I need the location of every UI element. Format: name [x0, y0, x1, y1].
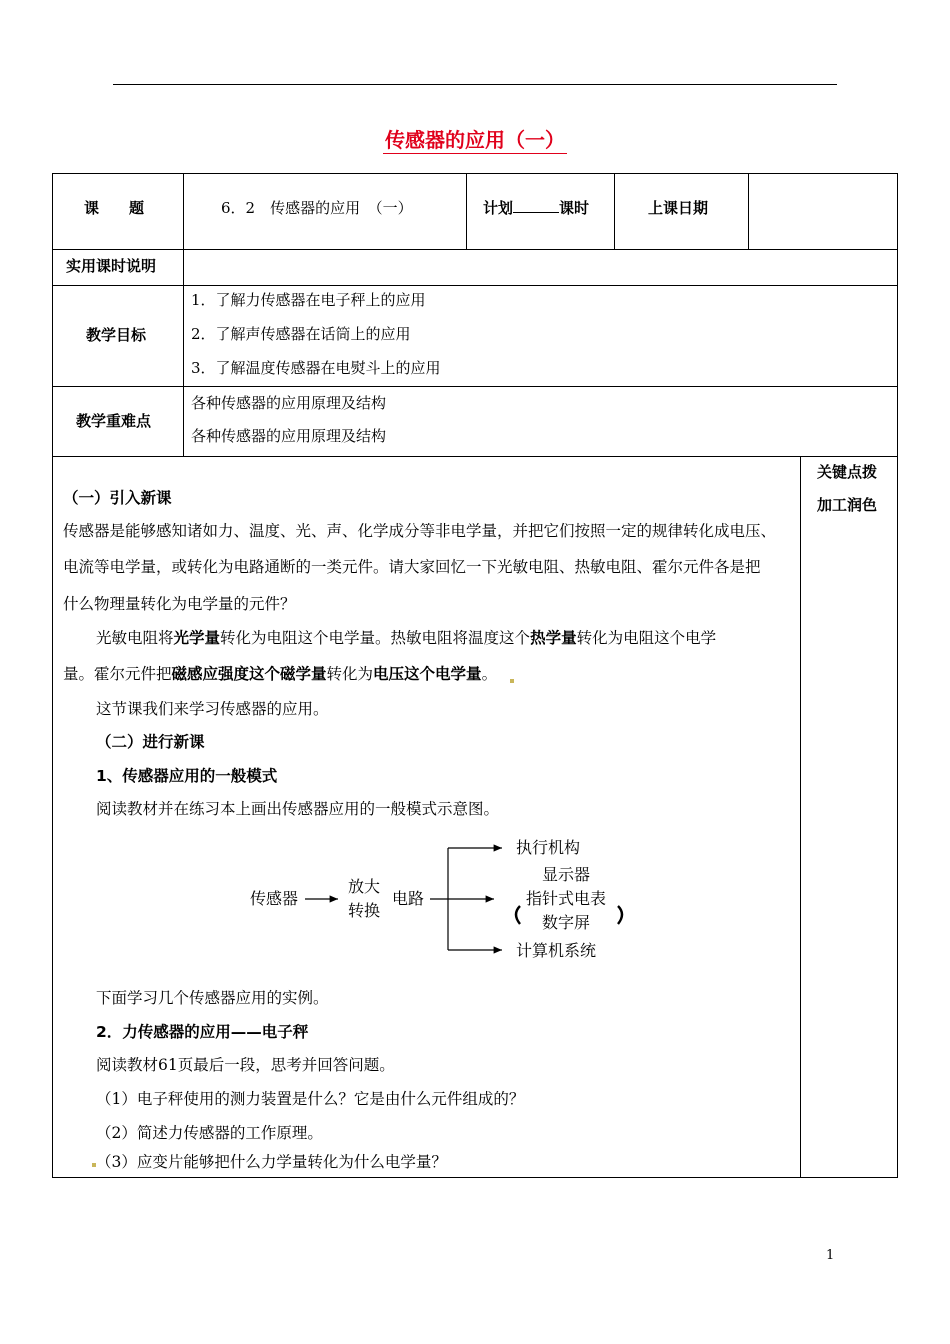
section-heading: （一）引入新课: [63, 489, 172, 507]
paragraph-line: 光敏电阻将光学量转化为电阻这个电学量。热敏电阻将温度这个热学量转化为电阻这个电学: [96, 629, 717, 647]
paragraph-line: 量。霍尔元件把磁感应强度这个磁学量转化为电压这个电学量。: [63, 665, 498, 683]
paragraph-line: 这节课我们来学习传感器的应用。: [96, 700, 329, 718]
table-col-divider: [748, 173, 749, 250]
table-col-divider: [183, 173, 184, 457]
key-point-item: 各种传感器的应用原理及结构: [191, 427, 387, 445]
table-col-divider: [614, 173, 615, 250]
table-col-divider: [800, 456, 801, 1178]
page-number: 1: [826, 1248, 835, 1263]
table-row-divider: [52, 456, 898, 457]
paragraph-line: 电流等电学量，或转化为电路通断的一类元件。请大家回忆一下光敏电阻、热敏电阻、霍尔元件各是把: [63, 558, 761, 576]
diagram-bracket-left: [516, 906, 520, 924]
paragraph-line: 阅读教材61页最后一段，思考并回答问题。: [96, 1056, 395, 1074]
side-label-key: 关键点拨: [817, 463, 878, 481]
paragraph-line: 下面学习几个传感器应用的实例。: [96, 989, 329, 1007]
key-points-label: 教学重难点: [76, 412, 152, 430]
goal-item: 3．了解温度传感器在电熨斗上的应用: [191, 359, 441, 377]
table-row-divider: [52, 249, 898, 250]
sensor-application-diagram: [230, 826, 650, 966]
section-heading: 1、传感器应用的一般模式: [96, 767, 278, 785]
side-label-polish: 加工润色: [817, 496, 878, 514]
diagram-convert-label: 转换: [348, 901, 381, 920]
diagram-circuit-label: 电路: [392, 889, 425, 908]
page-title: 传感器的应用（一）: [385, 128, 565, 152]
diagram-bracket-right: [618, 906, 622, 924]
diagram-amp-label: 放大: [348, 877, 381, 896]
diagram-computer-label: 计算机系统: [516, 941, 597, 960]
class-date-label: 上课日期: [648, 199, 709, 217]
table-border-left: [52, 173, 53, 1178]
table-border-top: [52, 173, 898, 174]
hours-note-label: 实用课时说明: [66, 257, 157, 275]
topic-label: 课 题: [84, 199, 145, 217]
section-heading: 2．力传感器的应用——电子秤: [96, 1023, 309, 1041]
table-row-divider: [52, 386, 898, 387]
diagram-digital-label: 数字屏: [542, 913, 591, 932]
paragraph-line: 阅读教材并在练习本上画出传感器应用的一般模式示意图。: [96, 800, 500, 818]
goal-item: 2．了解声传感器在话筒上的应用: [191, 325, 411, 343]
diagram-sensor-label: 传感器: [250, 889, 299, 908]
question-item: （1）电子秤使用的测力装置是什么？它是由什么元件组成的？: [96, 1090, 525, 1108]
question-item: （2）简述力传感器的工作原理。: [96, 1124, 323, 1142]
plan-hours-field: 计划 课时: [483, 199, 590, 217]
diagram-actuator-label: 执行机构: [516, 838, 581, 857]
paragraph-line: 传感器是能够感知诸如力、温度、光、声、化学成分等非电学量，并把它们按照一定的规律转化成电压、: [63, 522, 777, 540]
key-point-item: 各种传感器的应用原理及结构: [191, 394, 387, 412]
table-border-bottom: [52, 1177, 898, 1178]
table-row-divider: [52, 285, 898, 286]
goals-label: 教学目标: [86, 326, 147, 344]
diagram-display-label: 显示器: [542, 865, 591, 884]
goal-item: 1．了解力传感器在电子秤上的应用: [191, 291, 426, 309]
topic-value: 6．2 传感器的应用 （一）: [221, 199, 413, 217]
paragraph-line: 什么物理量转化为电学量的元件？: [63, 595, 296, 613]
question-item: （3）应变片能够把什么力学量转化为什么电学量？: [96, 1153, 447, 1171]
section-heading: （二）进行新课: [96, 733, 205, 751]
editor-mark: [510, 679, 514, 683]
table-col-divider: [466, 173, 467, 250]
table-border-right: [897, 173, 898, 1178]
diagram-meter-label: 指针式电表: [526, 889, 607, 908]
header-rule: [113, 84, 837, 85]
